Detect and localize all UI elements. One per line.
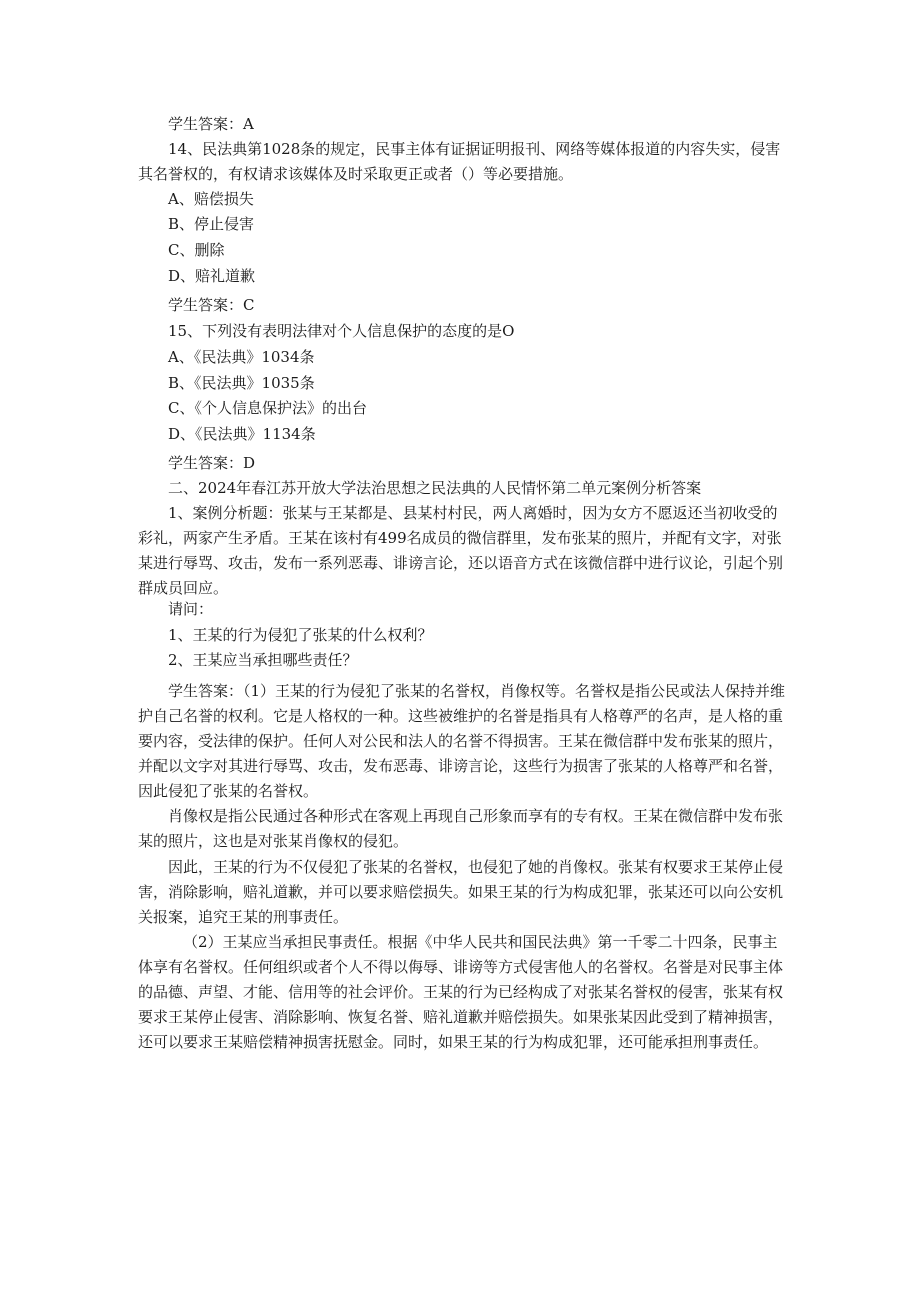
q13-answer: 学生答案：A [168,115,254,133]
section-heading: 二、2024年春江苏开放大学法治思想之民法典的人民情怀第二单元案例分析答案 [168,479,702,497]
q14-answer: 学生答案：C [168,296,255,314]
q15-question: 15、下列没有表明法律对个人信息保护的态度的是O [168,322,515,340]
answer-paragraph-4: （2）王某应当承担民事责任。根据《中华人民共和国民法典》第一千零二十四条，民事主体享有名誉权。任何组织或者个人不得以侮辱、诽谤等方式侵害他人的名誉权。名誉是对民事主体的品德、声望、才能、信用等的社会评价。王某的行为已经构成了对张某名誉权的侵害，张某有权要求王某停止侵害、消除影响、恢复名誉、赔礼道歉并赔偿损失。如果张某因此受到了精神损害，还可以要求王某赔偿精神损害抚慰金。同时，如果王某的行为构成犯罪，还可能承担刑事责任。 [138,933,784,1051]
q15-answer: 学生答案：D [168,454,256,472]
q14-option-b: B、停止侵害 [168,215,255,233]
q14-question: 14、民法典第1028条的规定，民事主体有证据证明报刊、网络等媒体报道的内容失实，侵害其名誉权的，有权请求该媒体及时采取更正或者（）等必要措施。 [138,140,781,183]
case-description: 1、案例分析题：张某与王某都是、县某村村民，两人离婚时，因为女方不愿返还当初收受的彩礼，两家产生矛盾。王某在该村有499名成员的微信群里，发布张某的照片，并配有文字，对张某进行辱骂、攻击，发布一系列恶毒、诽谤言论，还以语音方式在该微信群中进行议论，引起个别群成员回应。 [138,504,784,597]
q15-option-a: A、《民法典》1034条 [168,348,315,366]
q15-option-c: C、《个人信息保护法》的出台 [168,399,367,417]
answer-paragraph-2: 肖像权是指公民通过各种形式在客观上再现自己形象而享有的专有权。王某在微信群中发布张某的照片，这也是对张某肖像权的侵犯。 [138,807,784,850]
case-question-2: 2、王某应当承担哪些责任？ [168,651,358,669]
q14-option-a: A、赔偿损失 [168,190,254,208]
answer-paragraph-1: 学生答案：（1）王某的行为侵犯了张某的名誉权，肖像权等。名誉权是指公民或法人保持并维护自己名誉的权利。它是人格权的一种。这些被维护的名誉是指具有人格尊严的名声，是人格的重要内容，受法律的保护。任何人对公民和法人的名誉不得损害。王某在微信群中发布张某的照片，并配以文字对其进行辱骂、攻击，发布恶毒、诽谤言论，这些行为损害了张某的人格尊严和名誉，因此侵犯了张某的名誉权。 [138,682,786,800]
ask-label: 请问： [168,600,214,618]
q14-option-c: C、删除 [168,241,225,259]
case-question-1: 1、王某的行为侵犯了张某的什么权利？ [168,626,433,644]
q14-option-d: D、赔礼道歉 [168,267,256,285]
q15-option-b: B、《民法典》1035条 [168,374,315,392]
answer-paragraph-3: 因此，王某的行为不仅侵犯了张某的名誉权，也侵犯了她的肖像权。张某有权要求王某停止侵害，消除影响，赔礼道歉，并可以要求赔偿损失。如果王某的行为构成犯罪，张某还可以向公安机关报案，追究王某的刑事责任。 [138,858,784,926]
q15-option-d: D、《民法典》1134条 [168,425,316,443]
